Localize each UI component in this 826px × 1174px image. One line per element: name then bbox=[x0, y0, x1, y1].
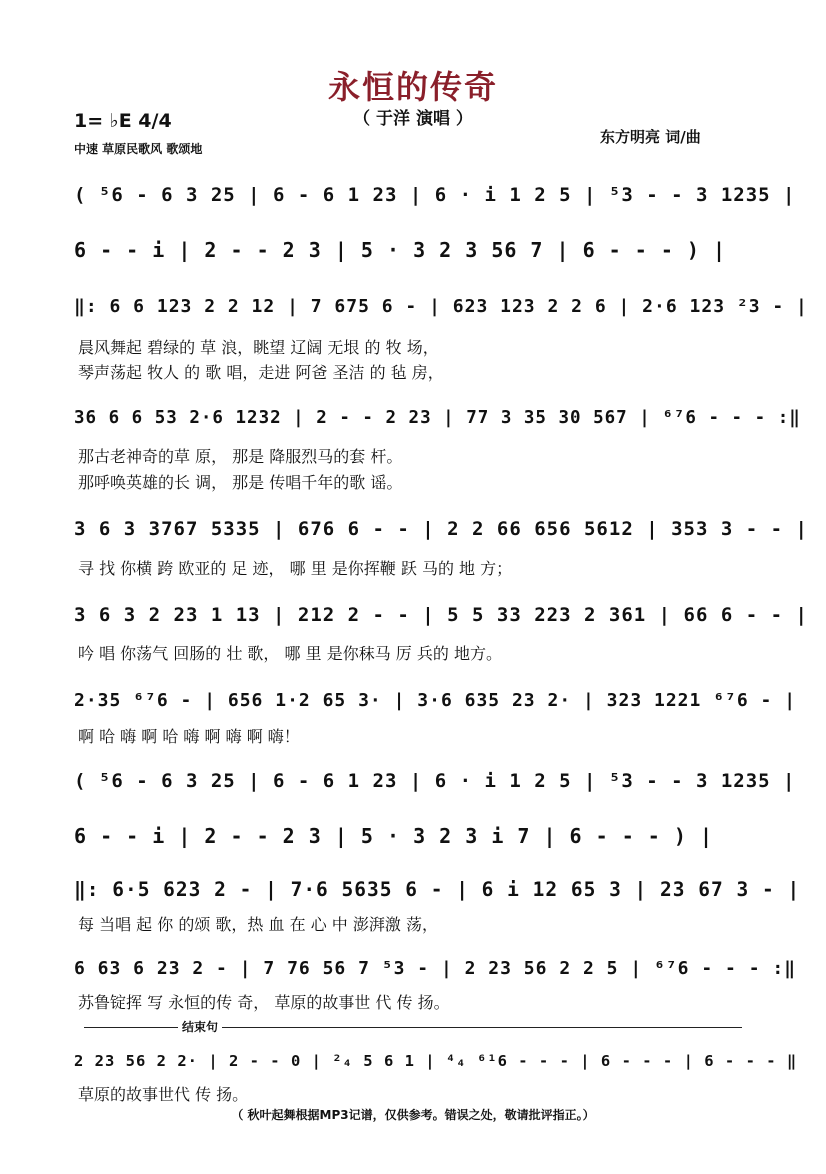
notation-line-2: 6 - - i | 2 - - 2 3 | 5 · 3 2 3 56 7 | 6 - - - ) | bbox=[74, 238, 727, 262]
singer-credit: （ 于洋 演唱 ） bbox=[353, 109, 473, 129]
lyric-line-5: 寻 找 你横 跨 欧亚的 足 迹， 哪 里 是你挥鞭 跃 马的 地 方； bbox=[78, 559, 513, 578]
lyric-line-4a: 那古老神奇的草 原， 那是 降服烈马的套 杆。 bbox=[78, 447, 403, 466]
notation-line-12: 2 23 56 2 2· | 2 - - 0 | ²₄ 5 6 1 | ⁴₄ ⁶¹6 - - - | 6 - - - | 6 - - - ‖ bbox=[74, 1052, 798, 1070]
lyric-line-3b: 琴声荡起 牧人 的 歌 唱，走进 阿爸 圣洁 的 毡 房， bbox=[78, 363, 444, 382]
lyric-line-11: 苏鲁锭挥 写 永恒的传 奇， 草原的故事世 代 传 扬。 bbox=[78, 993, 450, 1012]
notation-line-10: ‖: 6·5 623 2 - | 7·6 5635 6 - | 6 i 12 65 3 | 23 67 3 - | bbox=[74, 878, 801, 901]
song-title: 永恒的传奇 bbox=[327, 68, 498, 106]
lyric-line-4b: 那呼唤英雄的长 调， 那是 传唱千年的歌 谣。 bbox=[78, 473, 403, 492]
lyric-line-7: 啊 哈 嗨 啊 哈 嗨 啊 嗨 啊 嗨！ bbox=[78, 727, 300, 746]
lyric-line-12: 草原的故事世代 传 扬。 bbox=[78, 1085, 249, 1104]
transcription-note: （ 秋叶起舞根据MP3记谱，仅供参考。错误之处，敬请批评指正。） bbox=[231, 1108, 595, 1122]
tempo-marking: 中速 草原民歌风 歌颂地 bbox=[74, 142, 203, 156]
lyric-line-3a: 晨风舞起 碧绿的 草 浪，眺望 辽阔 无垠 的 牧 场， bbox=[78, 338, 439, 357]
ending-section-label: 结束句 bbox=[178, 1018, 222, 1035]
notation-line-1: ( ⁵6 - 6 3 25 | 6 - 6 1 23 | 6 · i 1 2 5 | ⁵3 - - 3 1235 | bbox=[74, 184, 796, 206]
notation-line-8: ( ⁵6 - 6 3 25 | 6 - 6 1 23 | 6 · i 1 2 5 | ⁵3 - - 3 1235 | bbox=[74, 770, 796, 792]
notation-line-9: 6 - - i | 2 - - 2 3 | 5 · 3 2 3 i 7 | 6 - - - ) | bbox=[74, 824, 714, 848]
notation-line-7: 2·35 ⁶⁷6 - | 656 1·2 65 3· | 3·6 635 23 2· | 323 1221 ⁶⁷6 - | bbox=[74, 690, 797, 711]
author-credit: 东方明亮 词/曲 bbox=[600, 128, 701, 146]
notation-line-4: 36 6 6 53 2·6 1232 | 2 - - 2 23 | 77 3 35 30 567 | ⁶⁷6 - - - :‖ bbox=[74, 408, 801, 428]
notation-line-3: ‖: 6 6 123 2 2 12 | 7 675 6 - | 623 123 2 2 6 | 2·6 123 ²3 - | bbox=[74, 296, 808, 317]
notation-line-5: 3 6 3 3767 5335 | 676 6 - - | 2 2 66 656 5612 | 353 3 - - | bbox=[74, 518, 808, 540]
key-signature: 1= ♭E 4/4 bbox=[74, 110, 172, 132]
lyric-line-10: 每 当唱 起 你 的颂 歌，热 血 在 心 中 澎湃激 荡， bbox=[78, 915, 438, 934]
lyric-line-6: 吟 唱 你荡气 回肠的 壮 歌， 哪 里 是你秣马 厉 兵的 地方。 bbox=[78, 644, 502, 663]
notation-line-11: 6 63 6 23 2 - | 7 76 56 7 ⁵3 - | 2 23 56 2 2 5 | ⁶⁷6 - - - :‖ bbox=[74, 958, 797, 979]
notation-line-6: 3 6 3 2 23 1 13 | 212 2 - - | 5 5 33 223 2 361 | 66 6 - - | bbox=[74, 604, 808, 626]
